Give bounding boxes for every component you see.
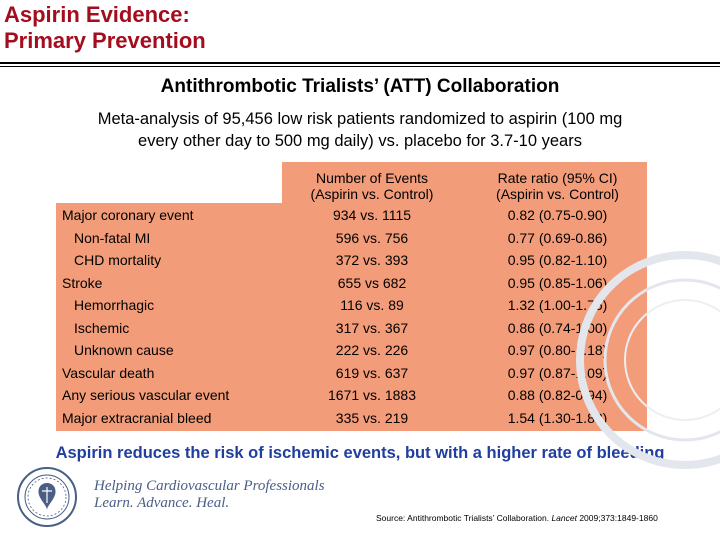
subtitle: Antithrombotic Trialists’ (ATT) Collaboration [160, 76, 560, 97]
ratio-cell: 0.77 (0.69-0.86) [507, 229, 608, 246]
events-cell: 116 vs. 89 [340, 297, 404, 313]
row-label: Major extracranial bleed [62, 409, 212, 426]
description-line-1: Meta-analysis of 95,456 low risk patients randomized to aspirin (100 mg [97, 110, 623, 128]
ratio-cell: 0.88 (0.82-0.94) [507, 387, 608, 403]
events-cell: 655 vs 682 [337, 274, 407, 291]
row-label: CHD mortality [74, 252, 162, 268]
ratio-cell: 0.97 (0.87-1.09) [507, 364, 608, 381]
ratio-header-line-1: Rate ratio (95% CI) [497, 170, 618, 186]
events-cell: 317 vs. 367 [335, 319, 409, 336]
title-line-2: Primary Prevention [4, 28, 206, 53]
source-journal: Lancet [551, 513, 577, 523]
source-citation [376, 513, 658, 523]
description [0, 108, 720, 152]
events-cell: 1671 vs. 1883 [328, 387, 416, 403]
events-cell: 372 vs. 393 [335, 252, 409, 268]
events-cell: 934 vs. 1115 [332, 207, 412, 223]
row-label: Major coronary event [62, 207, 194, 223]
events-cell: 335 vs. 219 [335, 409, 409, 426]
title-divider [0, 62, 720, 64]
ratio-cell: 1.54 (1.30-1.82) [507, 409, 608, 426]
title-line-1: Aspirin Evidence: [4, 2, 190, 27]
ratio-cell: 0.95 (0.82-1.10) [507, 252, 608, 268]
events-cell: 619 vs. 637 [335, 364, 409, 381]
slide-title [4, 2, 206, 54]
ratio-cell: 0.97 (0.80-1.18) [507, 342, 608, 358]
ratio-column-header [470, 170, 645, 202]
conclusion: Aspirin reduces the risk of ischemic events, but with a higher rate of bleeding [55, 444, 665, 462]
title-divider-thin [0, 66, 720, 67]
description-line-2: every other day to 500 mg daily) vs. placebo for 3.7-10 years [138, 132, 582, 150]
ratio-cell: 0.95 (0.85-1.06) [507, 274, 608, 291]
events-header-line-2: (Aspirin vs. Control) [310, 186, 434, 202]
logo-tagline [94, 478, 325, 512]
row-label: Stroke [62, 274, 103, 291]
ratio-header-line-2: (Aspirin vs. Control) [496, 186, 619, 202]
ratio-cell: 0.82 (0.75-0.90) [507, 207, 608, 223]
row-label: Non-fatal MI [74, 229, 151, 246]
events-cell: 222 vs. 226 [335, 342, 409, 358]
watermark-seal-icon [575, 250, 720, 470]
events-cell: 596 vs. 756 [335, 229, 409, 246]
row-label: Vascular death [62, 364, 155, 381]
ratio-cell: 0.86 (0.74-1.00) [507, 319, 608, 336]
ratio-cell: 1.32 (1.00-1.75) [507, 297, 608, 313]
source-suffix: 2009;373:1849-1860 [576, 513, 658, 523]
logo-tagline-line-2: Learn. Advance. Heal. [94, 495, 230, 511]
seal-logo-icon [16, 466, 78, 528]
row-label: Unknown cause [74, 342, 174, 358]
row-label: Ischemic [74, 319, 130, 336]
row-label: Hemorrhagic [74, 297, 155, 313]
events-column-header [282, 170, 462, 202]
events-header-line-1: Number of Events [315, 170, 429, 186]
logo-tagline-line-1: Helping Cardiovascular Professionals [94, 478, 325, 494]
source-prefix: Source: Antithrombotic Trialists’ Collaboration. [376, 513, 552, 523]
row-label: Any serious vascular event [62, 387, 230, 403]
